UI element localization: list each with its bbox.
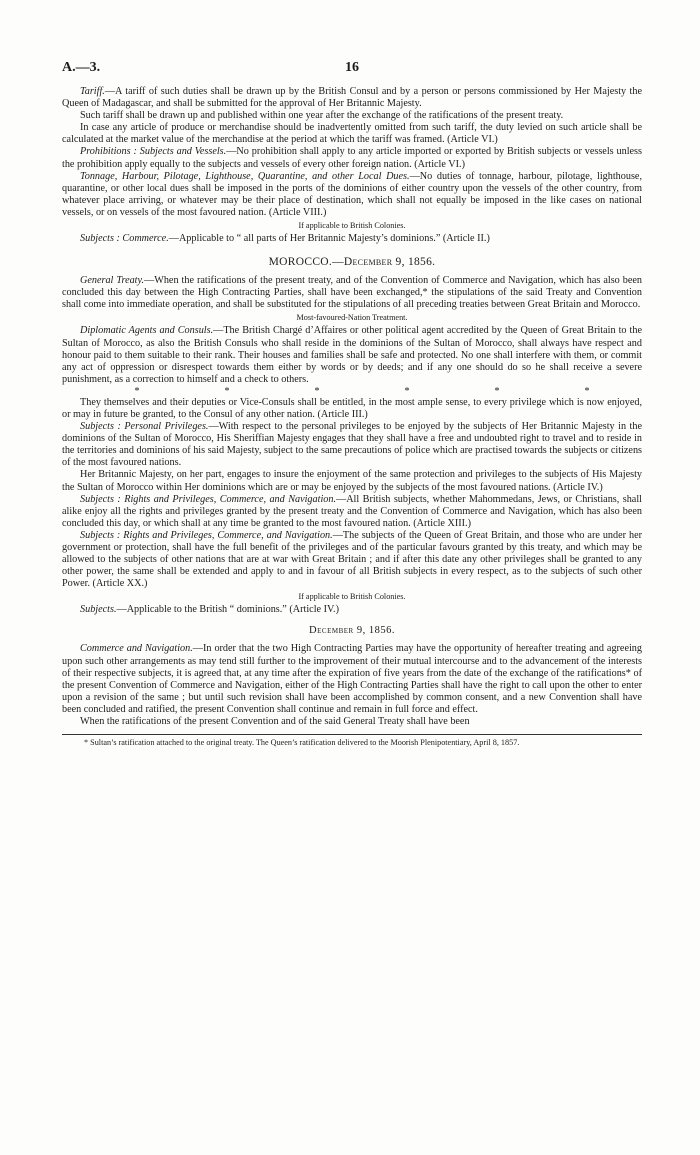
paragraph-tonnage — [62, 171, 642, 219]
paragraph-text: —In order that the two High Contracting Parties may have the opportunity of hereafter treating and agreeing upon such other arrangements as may tend still further to the improvement of their mutual intercourse and to the advancement of the interests of their respective subjects, it is agreed that, at any time after the expiration of five years from the date of the exchange of the ratifications* of the present Convention of Commerce and Navigation, either of the High Contracting Parties shall have the right to call upon the other to enter upon a revision of the same ; but until such revision shall have been accomplished by common consent, and a new Convention shall have been concluded and ratified, the present Convention shall continue and remain in full force and effect. — [62, 643, 642, 715]
paragraph-title: Subjects. — [80, 604, 117, 616]
paragraph-text: —No duties of tonnage, harbour, pilotage, lighthouse, quarantine, or other local dues shall be imposed in the ports of the dominions of either country upon the vessels of the other country, from whatever place arriving, or whatever may be their place of destination, which shall not equally be imposed in the like cases on national vessels, or on vessels of the most favoured nation. (Article VIII.) — [62, 170, 642, 218]
mfn-heading: Most-favoured-Nation Treatment. — [296, 313, 408, 323]
section-heading-morocco — [62, 255, 642, 269]
paragraph-ratifications: When the ratifications of the present Convention and of the said General Treaty shall have been — [80, 716, 470, 728]
paragraph-title: Prohibitions : Subjects and Vessels. — [80, 146, 227, 158]
paragraph-text: —The British Chargé d’Affaires or other political agent accredited by the Queen of Great Britain to the Sultan of Morocco, as also the British Consuls who shall reside in the dominions of the Sultan of Morocco, shall always have respect and honour paid to them suitable to their rank. Their houses and families shall be safe and protected. No one shall interfere with them, or commit any act of oppression or disrespect towards them either by words or by deeds; and if any one should do so he shall receive a severe punishment, as a correction to himself and a check to others. — [62, 325, 642, 385]
star-mark: * — [494, 385, 500, 397]
paragraph-rights-privileges-1 — [62, 494, 642, 530]
paragraph-title: Subjects : Rights and Privileges, Commerce, and Navigation. — [80, 529, 333, 541]
colonies-note: If applicable to British Colonies. — [298, 592, 406, 602]
paragraph-tariff-omission: In case any article of produce or merchandise should be inadvertently omitted from such tariff, the duty levied on such article shall be calculated at the market value of the merchandise at the period at which the tariff was framed. (Article VI.) — [62, 122, 642, 146]
footnote: * Sultan’s ratification attached to the original treaty. The Queen’s ratification delivered to the Moorish Plenipotentiary, April 8, 1857. — [84, 738, 520, 748]
star-mark: * — [584, 385, 590, 397]
ellipsis-stars — [62, 386, 642, 397]
star-mark: * — [134, 385, 140, 397]
footnote-divider — [62, 734, 642, 735]
paragraph-title: Tonnage, Harbour, Pilotage, Lighthouse, Quarantine, and other Local Dues. — [80, 170, 410, 182]
heading-country: MOROCCO. — [268, 256, 333, 269]
paragraph-title: General Treaty. — [80, 275, 145, 287]
star-mark: * — [314, 385, 320, 397]
paragraph-title: Tariff. — [80, 86, 105, 97]
paragraph-text: —When the ratifications of the present treaty, and of the Convention of Commerce and Navigation, which has also been concluded this day between the High Contracting Parties, shall have been exchanged,* the stipulations of the said Treaty and Convention shall come into immediate operation, and shall be substituted for the stipulations of all preceding treaties between Great Britain and Morocco. — [62, 275, 642, 311]
paragraph-title: Commerce and Navigation. — [80, 643, 193, 655]
paragraph-personal-privileges — [62, 421, 642, 469]
paragraph-text: —With respect to the personal privileges to be enjoyed by the subjects of Her Britannic Majesty in the dominions of the Sultan of Morocco, His Sheriffian Majesty engages that they shall have a free and undoubted right to travel and to reside in the territories and dominions of his said Majesty, subject to the same precautions of police which are practised towards the subjects or citizens of the most favoured nations. — [62, 421, 643, 469]
paragraph-tariff-publication: Such tariff shall be drawn up and published within one year after the exchange of the ratifications of the present treaty. — [80, 110, 564, 122]
paragraph-text: —All British subjects, whether Mahommedans, Jews, or Christians, shall alike enjoy all the rights and privileges granted by the present treaty and the Convention of Commerce and Navigation, which has also been concluded this day, or which shall at any time be granted to the most favoured nation. (Article XIII.) — [62, 493, 642, 529]
paragraph-text: —A tariff of such duties shall be drawn up by the British Consul and by a person or persons commissioned by Her Majesty the Queen of Madagascar, and shall be submitted for the approval of Her Britannic Majesty. — [62, 86, 642, 110]
colonies-note: If applicable to British Colonies. — [298, 221, 406, 231]
paragraph-diplomatic-agents — [62, 325, 642, 385]
paragraph-title: Subjects : Rights and Privileges, Commerce, and Navigation. — [80, 493, 337, 505]
paragraph-prohibitions — [62, 146, 642, 170]
page-body — [62, 86, 642, 748]
paragraph-subjects-dominions — [62, 604, 642, 616]
page-header — [62, 60, 642, 80]
paragraph-title: Subjects : Personal Privileges. — [80, 421, 209, 433]
paragraph-title: Subjects : Commerce. — [80, 233, 169, 245]
paragraph-text: —No prohibition shall apply to any article imported or exported by British subjects or vessels unless the prohibition apply equally to the subjects and vessels of every other foreign nation. (Article VI.) — [62, 146, 642, 170]
paragraph-text: —Applicable to the British “ dominions.” (Article IV.) — [116, 604, 339, 616]
paragraph-rights-privileges-2 — [62, 530, 642, 590]
paragraph-text: —The subjects of the Queen of Great Britain, and those who are under her government or protection, shall have the full benefit of the privileges and of the particular favours granted by this treaty, and which may be allowed to the subjects of other nations that are at war with Great Britain ; and if after this date any other privileges shall be granted to any other power, the same shall be extended and apply to and in favour of all British subjects in every respect, as to the subjects of such other Power. (Article XX.) — [62, 529, 643, 590]
paragraph-tariff — [62, 86, 642, 110]
heading-date: —December 9, 1856. — [332, 256, 436, 269]
paragraph-general-treaty — [62, 275, 642, 311]
paragraph-commerce-navigation — [62, 643, 642, 716]
paragraph-reciprocal-protection: Her Britannic Majesty, on her part, engages to insure the enjoyment of the same protection and privileges to the subjects of His Majesty the Sultan of Morocco within Her dominions which are or may be enjoyed by the subjects of the most favoured nations. (Article IV.) — [62, 469, 642, 493]
paragraph-subjects-commerce — [62, 233, 642, 245]
paragraph-vice-consuls: They themselves and their deputies or Vice-Consuls shall be entitled, in the most ample sense, to every privilege which is now enjoyed, or may in future be granted, to the Consul of any other nation. (Article III.) — [62, 396, 642, 420]
star-mark: * — [224, 385, 230, 397]
section-heading-december: December 9, 1856. — [309, 625, 395, 637]
star-mark: * — [404, 385, 410, 397]
document-reference: A.—3. — [62, 60, 101, 75]
page-number: 16 — [345, 60, 359, 75]
paragraph-title: Diplomatic Agents and Consuls. — [80, 325, 214, 337]
paragraph-text: —Applicable to “ all parts of Her Britannic Majesty’s dominions.” (Article II.) — [168, 233, 490, 245]
